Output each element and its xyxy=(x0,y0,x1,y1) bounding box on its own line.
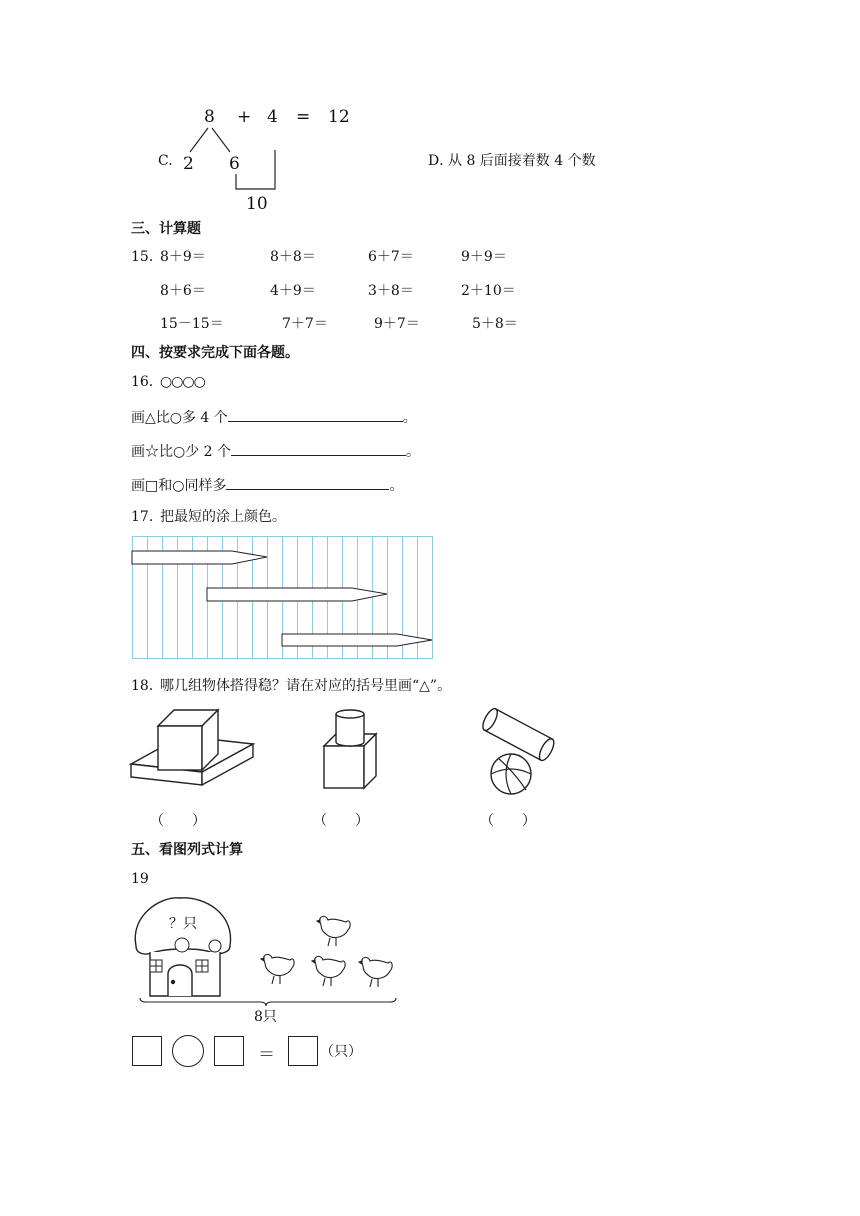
total-brace xyxy=(140,998,396,1006)
option-d-label: D． xyxy=(428,153,454,169)
q16-line-3 xyxy=(131,475,403,495)
period: 。 xyxy=(406,444,421,460)
answer-blank[interactable] xyxy=(228,407,403,422)
chicken-icon xyxy=(359,957,392,987)
pencil-medium[interactable] xyxy=(207,588,387,601)
q18-text: 哪几组物体搭得稳？请在对应的括号里画“△”。 xyxy=(160,678,452,694)
chicken-icon xyxy=(317,916,350,946)
calc-item: 2＋10＝ xyxy=(461,283,516,299)
answer-blank[interactable] xyxy=(231,441,406,456)
chickens-group xyxy=(261,916,392,987)
eq-operator: + xyxy=(237,107,252,127)
q16-line-1 xyxy=(131,407,417,427)
q16-line-3-text: 画□和○同样多 xyxy=(131,478,227,494)
eq-equals: = xyxy=(296,107,311,127)
equals-sign: ＝ xyxy=(258,1045,275,1065)
period: 。 xyxy=(389,478,404,494)
option-c-label: C. xyxy=(158,153,173,169)
q15-number: 15． xyxy=(131,249,163,265)
q16-line-1-text: 画△比○多 4 个 xyxy=(131,410,228,426)
chicken-icon xyxy=(312,956,345,986)
q17-number: 17． xyxy=(131,509,163,525)
q16-line-2-text: 画☆比○少 2 个 xyxy=(131,444,232,460)
operator-circle[interactable] xyxy=(172,1035,204,1067)
calc-item: 6＋7＝ xyxy=(368,249,414,265)
answer-box-2[interactable] xyxy=(214,1036,244,1066)
q16-number: 16． xyxy=(131,374,163,390)
answer-box-result[interactable] xyxy=(288,1036,318,1066)
section4-title: 四、按要求完成下面各题。 xyxy=(131,345,299,361)
calc-item: 5＋8＝ xyxy=(472,316,518,332)
calc-item: 3＋8＝ xyxy=(368,283,414,299)
unit-label: （只） xyxy=(320,1044,362,1060)
cube-on-slab-figure xyxy=(130,706,260,791)
answer-paren-1[interactable]: （ ） xyxy=(150,813,206,829)
pencil-long[interactable] xyxy=(282,634,432,646)
pencil-grid xyxy=(132,536,434,660)
cylinder-on-ball-figure xyxy=(476,706,566,796)
cylinder-on-cube-figure xyxy=(322,706,382,791)
q18-number: 18． xyxy=(131,678,163,694)
calc-item: 4＋9＝ xyxy=(270,283,316,299)
period: 。 xyxy=(402,410,417,426)
calc-item: 9＋7＝ xyxy=(374,316,420,332)
answer-paren-2[interactable]: （ ） xyxy=(313,813,369,829)
section5-title: 五、看图列式计算 xyxy=(131,842,243,858)
total-count-label: 8只 xyxy=(254,1009,277,1025)
eq-result: 12 xyxy=(328,107,350,127)
mushroom-house-and-chickens xyxy=(130,896,410,1006)
mushroom-house xyxy=(135,898,230,996)
answer-box-1[interactable] xyxy=(132,1036,162,1066)
q19-number: 19 xyxy=(131,871,149,887)
house-question-label: ？只 xyxy=(169,916,197,932)
calc-item: 8＋9＝ xyxy=(160,249,206,265)
answer-blank[interactable] xyxy=(226,475,389,490)
option-d-text: 从 8 后面接着数 4 个数 xyxy=(448,153,596,169)
section3-title: 三、计算题 xyxy=(131,221,201,237)
calc-item: 8＋8＝ xyxy=(270,249,316,265)
eq-operand-b: 4 xyxy=(267,107,278,127)
calc-item: 7＋7＝ xyxy=(282,316,328,332)
calc-item: 15－15＝ xyxy=(160,316,224,332)
answer-paren-3[interactable]: （ ） xyxy=(480,813,536,829)
q17-text: 把最短的涂上颜色。 xyxy=(160,509,286,525)
eq-operand-a: 8 xyxy=(204,107,215,127)
calc-item: 8＋6＝ xyxy=(160,283,206,299)
split-right-number: 6 xyxy=(229,154,240,174)
split-left-number: 2 xyxy=(183,154,194,174)
calc-item: 9＋9＝ xyxy=(461,249,507,265)
q16-circles: ○○○○ xyxy=(160,374,205,390)
q16-line-2 xyxy=(131,441,420,461)
sum-ten-label: 10 xyxy=(246,194,268,214)
chicken-icon xyxy=(261,954,294,984)
